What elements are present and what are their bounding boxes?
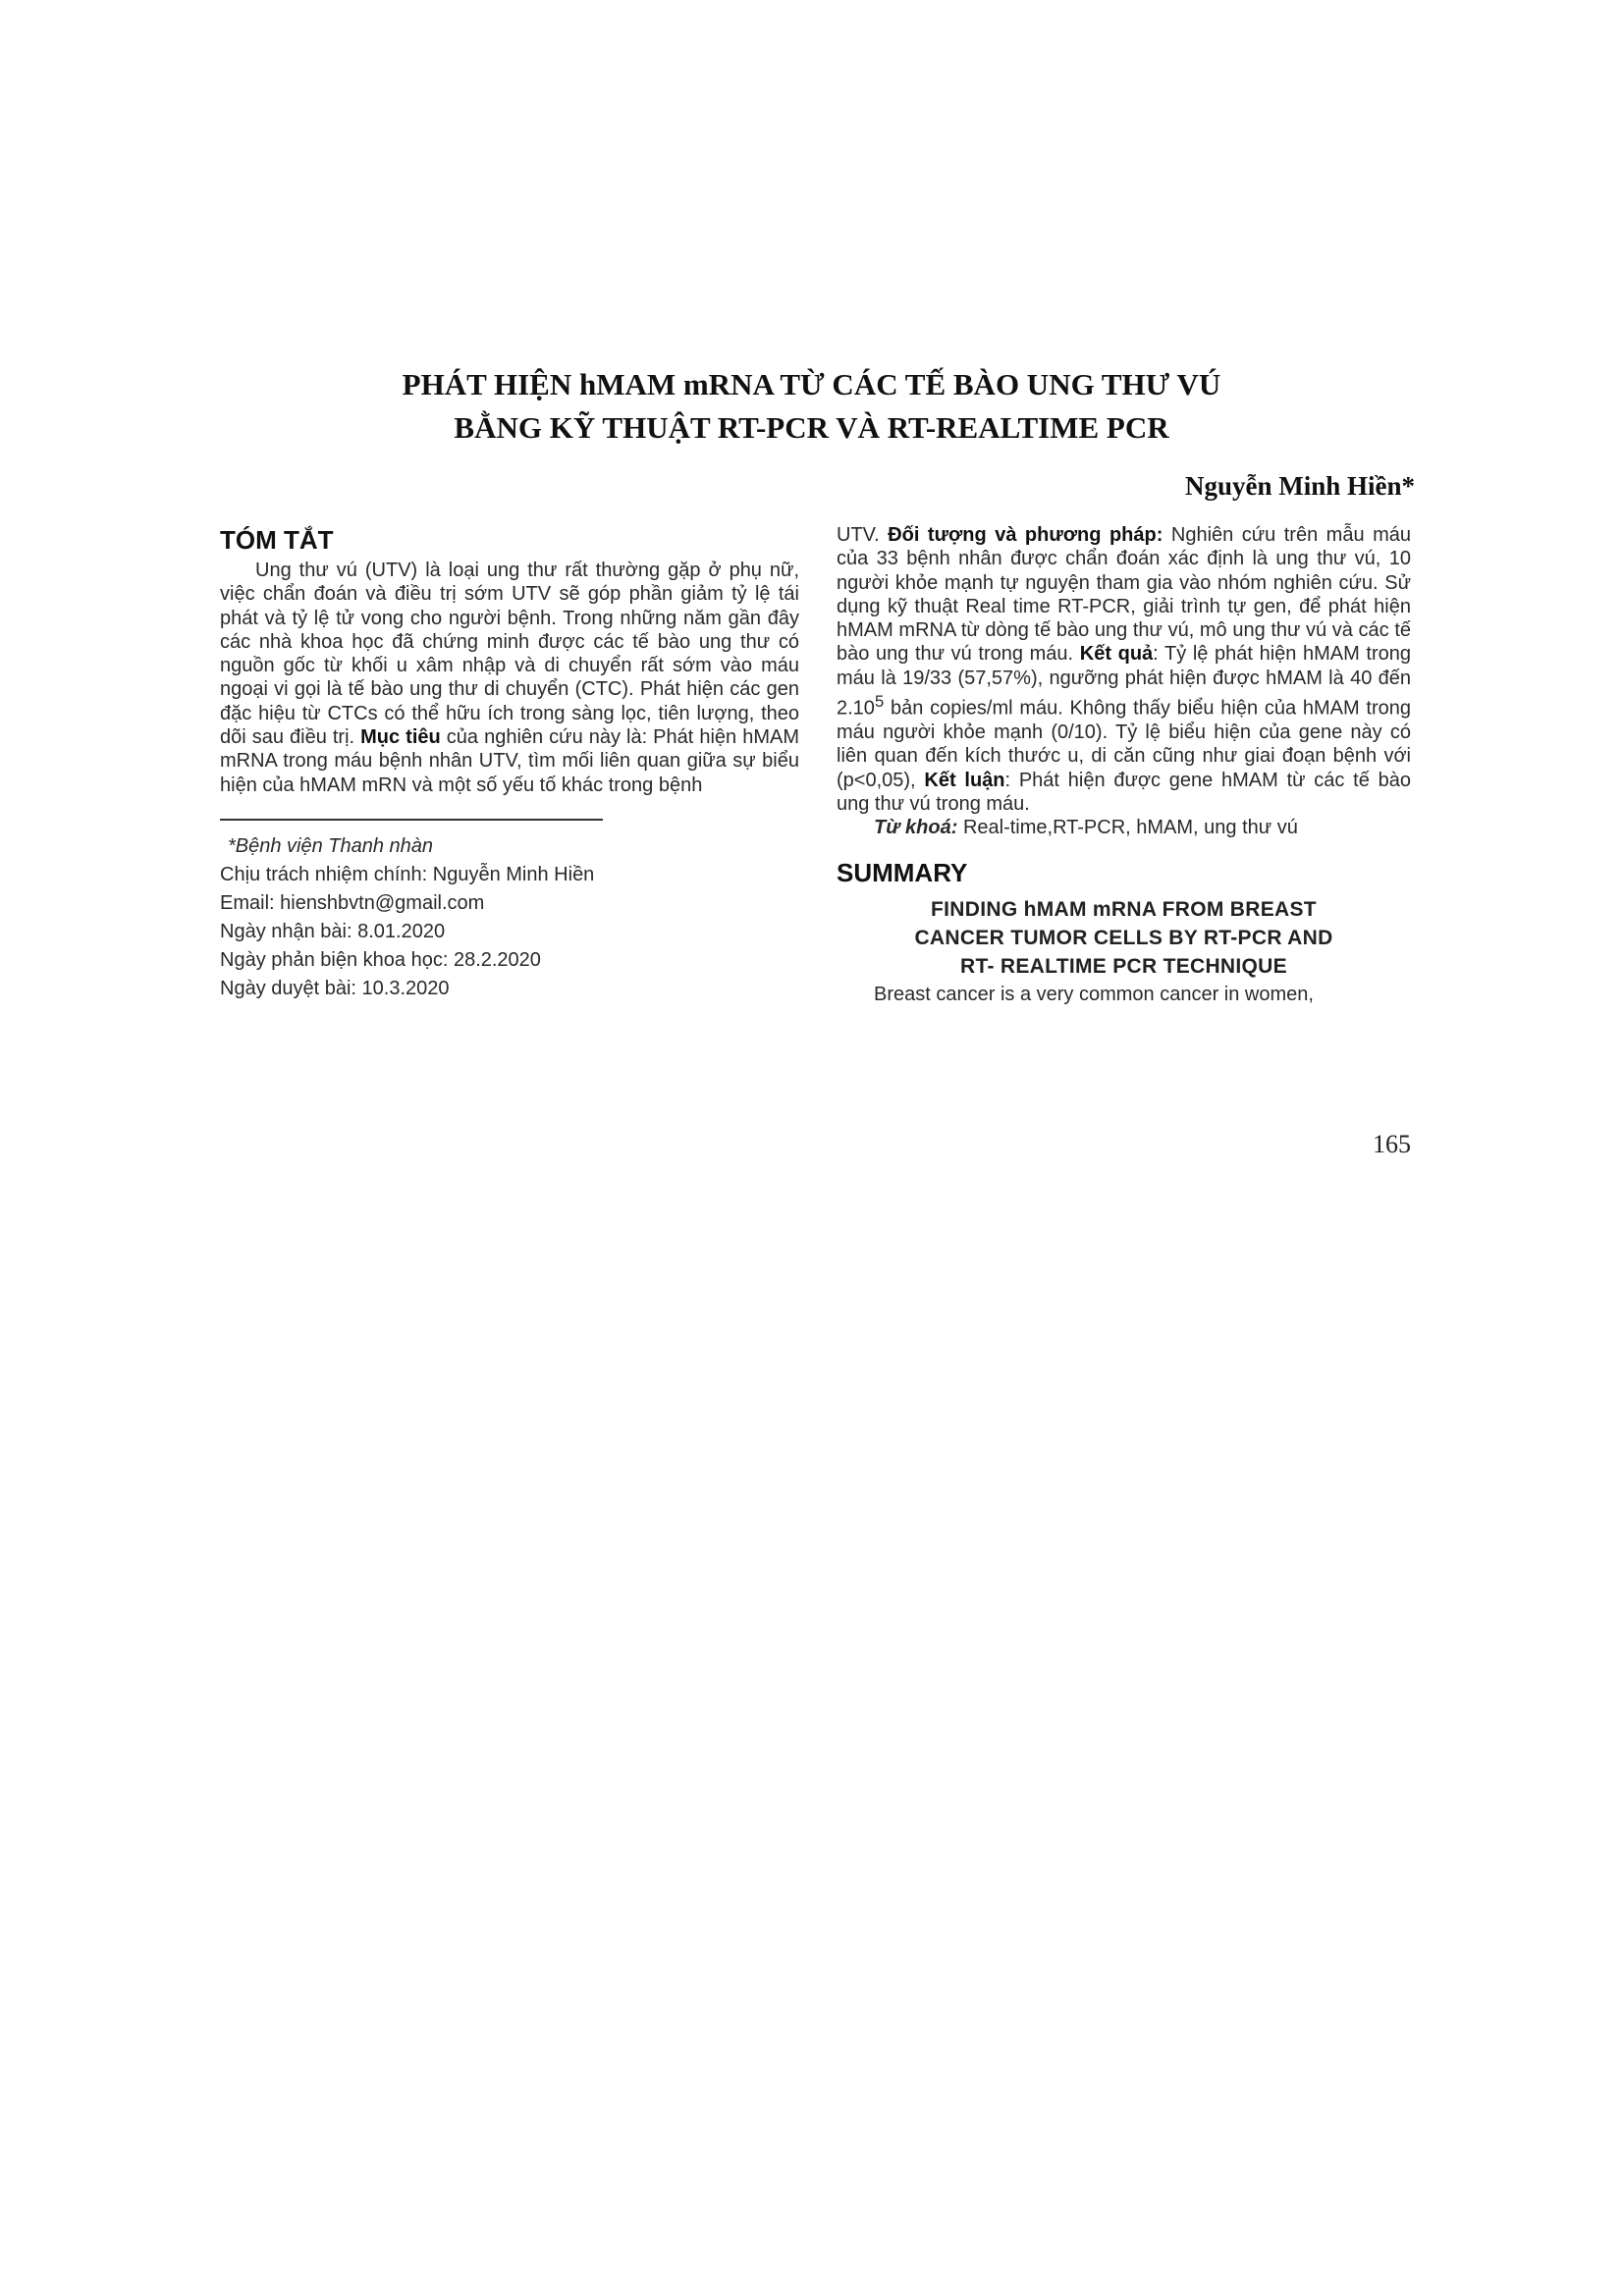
abstract-vi-right	[837, 523, 1411, 840]
english-title-line-3: RT- REALTIME PCR TECHNIQUE	[960, 954, 1287, 978]
abstract-text-part5: : Tỷ lệ phát hiện hMAM trong máu là 19/33 (57,57%), ngưỡng phát hiện được hMAM là 40 đến 2.10	[837, 643, 1412, 720]
footnote-approved-date: Ngày duyệt bài: 10.3.2020	[220, 977, 450, 999]
summary-body: Breast cancer is a very common cancer in women,	[874, 983, 1314, 1005]
footnote-divider	[220, 819, 603, 821]
footnote-responsible: Chịu trách nhiệm chính: Nguyễn Minh Hiền	[220, 863, 595, 885]
methods-label: Đối tượng và phương pháp:	[888, 524, 1163, 546]
summary-heading: SUMMARY	[837, 857, 968, 887]
superscript-exponent: 5	[874, 692, 885, 712]
footnote-hospital: *Bệnh viện Thanh nhàn	[228, 834, 434, 857]
abstract-text-part3: UTV.	[837, 524, 880, 546]
objective-label: Mục tiêu	[360, 726, 441, 749]
footnote-review-date: Ngày phản biện khoa học: 28.2.2020	[220, 948, 541, 971]
abstract-heading: TÓM TẮT	[220, 525, 334, 555]
abstract-text-part1: Ung thư vú (UTV) là loại ung thư rất thường gặp ở phụ nữ, việc chẩn đoán và điều trị sớm UTV sẽ góp phần giảm tỷ lệ tái phát và tỷ lệ tử vong cho người bệnh. Trong những năm gần đây các nhà khoa học đã chứng minh được các tế bào ung thư có nguồn gốc từ khối u xâm nhập và di chuyển rất sớm vào máu ngoại vi gọi là tế bào ung thư di chuyển (CTC). Phát hiện các gen đặc hiệu từ CTCs có thể hữu ích trong sàng lọc, tiên lượng, theo dõi sau điều trị.	[220, 560, 799, 749]
english-title-line-2: CANCER TUMOR CELLS BY RT-PCR AND	[914, 926, 1333, 949]
abstract-vi-left	[220, 559, 799, 797]
article-title	[0, 363, 1623, 450]
keywords-label: Từ khoá:	[874, 817, 958, 839]
footnote-received-date: Ngày nhận bài: 8.01.2020	[220, 920, 446, 942]
left-column	[220, 523, 799, 1003]
right-column	[837, 523, 1411, 1006]
conclusion-label: Kết luận	[924, 769, 1005, 791]
results-label: Kết quả	[1079, 643, 1154, 666]
abstract-paragraph-continued	[837, 523, 1411, 816]
abstract-text-part2: của nghiên cứu này là: Phát hiện hMAM mRNA trong máu bệnh nhân UTV, tìm mối liên quan giữa sự biểu hiện của hMAM mRN và một số yếu tố khác trong bệnh	[220, 726, 799, 796]
abstract-paragraph	[220, 559, 799, 797]
page-number: 165	[1373, 1130, 1411, 1158]
keywords-line	[837, 816, 1411, 839]
abstract-text-part4: Nghiên cứu trên mẫu máu của 33 bệnh nhân được chẩn đoán xác định là ung thư vú, 10 người khỏe mạnh tự nguyện tham gia vào nhóm nghiên cứu. Sử dụng kỹ thuật Real time RT-PCR, giải trình tự gen, để phát hiện hMAM mRNA từ dòng tế bào ung thư vú, mô ung thư vú và các tế bào ung thư vú trong máu.	[837, 524, 1411, 666]
abstract-text-part7: : Phát hiện được gene hMAM từ các tế bào ung thư vú trong máu.	[837, 769, 1411, 815]
keywords-text: Real-time,RT-PCR, hMAM, ung thư vú	[957, 817, 1298, 839]
author-name: Nguyễn Minh Hiền*	[1184, 471, 1415, 501]
english-title	[837, 895, 1411, 981]
abstract-text-part6: bản copies/ml máu. Không thấy biểu hiện của hMAM trong máu người khỏe mạnh (0/10). Tỷ lệ biểu hiện của gene này có liên quan đến kích thước u, di căn cũng như giai đoạn bệnh với (p<0,05),	[837, 697, 1411, 791]
title-line-2: BẰNG KỸ THUẬT RT-PCR VÀ RT-REALTIME PCR	[454, 410, 1169, 445]
english-title-line-1: FINDING hMAM mRNA FROM BREAST	[931, 897, 1317, 921]
title-line-1: PHÁT HIỆN hMAM mRNA TỪ CÁC TẾ BÀO UNG THƯ VÚ	[402, 367, 1221, 401]
footnote-email: Email: hienshbvtn@gmail.com	[220, 891, 485, 914]
